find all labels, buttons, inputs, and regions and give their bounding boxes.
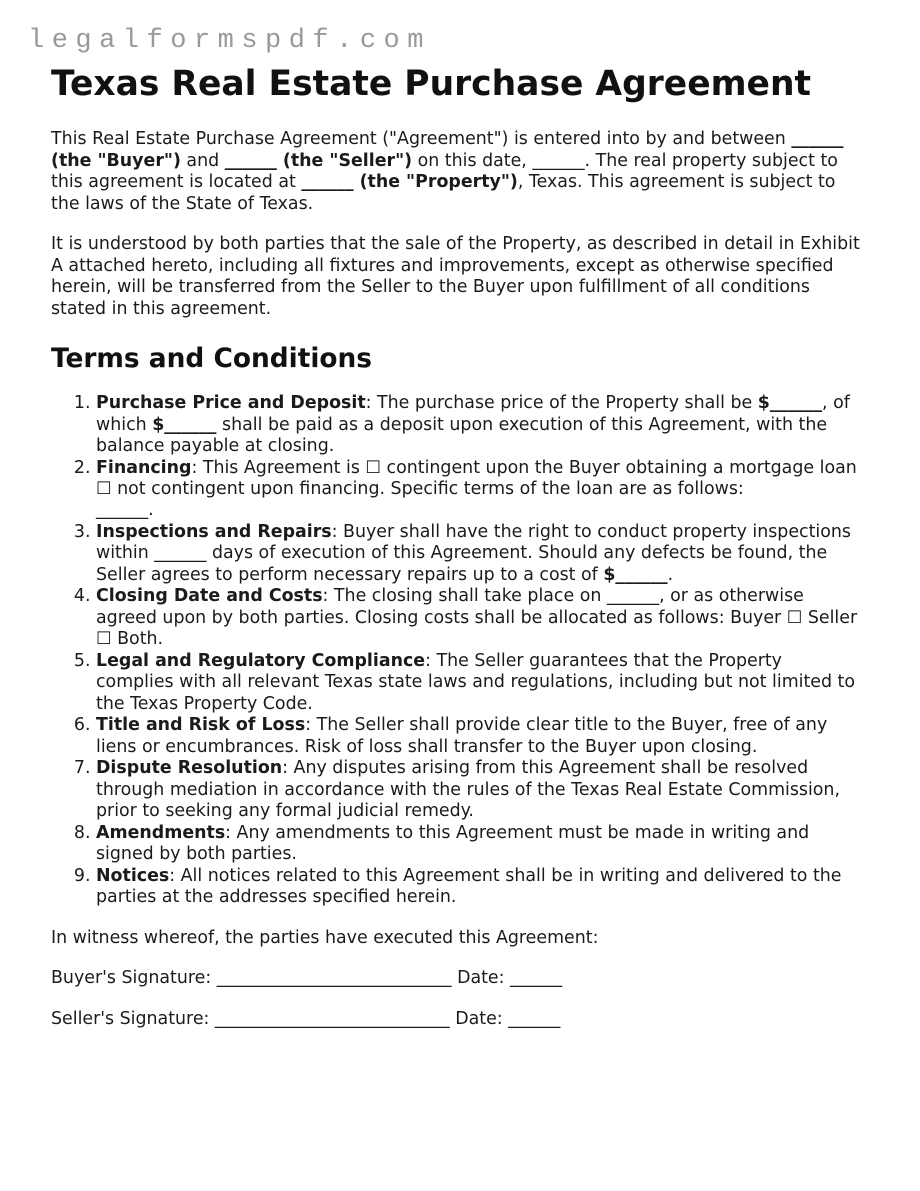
site-logo: legalformspdf.com <box>28 26 431 56</box>
buyer-signature-blank: ___________________________ <box>216 968 452 989</box>
document-title: Texas Real Estate Purchase Agreement <box>51 64 811 105</box>
terms-list <box>51 393 862 909</box>
buyer-signature-label: Buyer's Signature: <box>51 968 212 989</box>
buyer-signature-line <box>51 968 862 989</box>
seller-signature-line <box>51 1009 862 1030</box>
term-item-inspections: 3. Inspections and Repairs: Buyer shall have the right to conduct property inspections within ______ days of execution of this Agreement. Should any defects be found, the Seller agrees to perform necessary repairs up to a cost of $______. <box>96 522 862 586</box>
intro-paragraph-1: This Real Estate Purchase Agreement ("Agreement") is entered into by and between ______ (the "Buyer") and ______ (the "Seller") on this date, ______. The real property subject to this agreement is located at ______ (the "Property"), Texas. This agreement is subject to the laws of the State of Texas. <box>51 129 844 214</box>
term-item-purchase-price: 1. Purchase Price and Deposit: The purchase price of the Property shall be $______, of which $______ shall be paid as a deposit upon execution of this Agreement, with the balance payable at closing. <box>96 393 862 457</box>
buyer-date-blank: ______ <box>510 968 563 989</box>
seller-signature-blank: ___________________________ <box>214 1008 450 1029</box>
term-item-notices: 9. Notices: All notices related to this Agreement shall be in writing and delivered to the parties at the addresses specified herein. <box>96 866 862 909</box>
seller-signature-label: Seller's Signature: <box>51 1008 210 1029</box>
term-item-closing-date: 4. Closing Date and Costs: The closing shall take place on ______, or as otherwise agreed upon by both parties. Closing costs shall be allocated as follows: Buyer ☐ Seller ☐ Both. <box>96 586 862 650</box>
terms-heading: Terms and Conditions <box>51 343 372 375</box>
term-item-financing: 2. Financing: This Agreement is ☐ contingent upon the Buyer obtaining a mortgage loan ☐ not contingent upon financing. Specific terms of the loan are as follows: ______. <box>96 458 862 522</box>
term-item-dispute-resolution: 7. Dispute Resolution: Any disputes arising from this Agreement shall be resolved through mediation in accordance with the rules of the Texas Real Estate Commission, prior to seeking any formal judicial remedy. <box>96 758 862 822</box>
term-item-legal-compliance: 5. Legal and Regulatory Compliance: The Seller guarantees that the Property complies with all relevant Texas state laws and regulations, including but not limited to the Texas Property Code. <box>96 651 862 715</box>
buyer-date-label: Date: <box>457 968 505 989</box>
term-item-title-risk: 6. Title and Risk of Loss: The Seller shall provide clear title to the Buyer, free of any liens or encumbrances. Risk of loss shall transfer to the Buyer upon closing. <box>96 715 862 758</box>
witness-line: In witness whereof, the parties have executed this Agreement: <box>51 927 599 948</box>
seller-date-blank: ______ <box>508 1008 561 1029</box>
term-item-amendments: 8. Amendments: Any amendments to this Agreement must be made in writing and signed by both parties. <box>96 823 862 866</box>
seller-date-label: Date: <box>455 1008 503 1029</box>
intro-paragraph-2: It is understood by both parties that the sale of the Property, as described in detail in Exhibit A attached hereto, including all fixtures and improvements, except as otherwise specified herein, will be transferred from the Seller to the Buyer upon fulfillment of all conditions stated in this agreement. <box>51 234 860 319</box>
